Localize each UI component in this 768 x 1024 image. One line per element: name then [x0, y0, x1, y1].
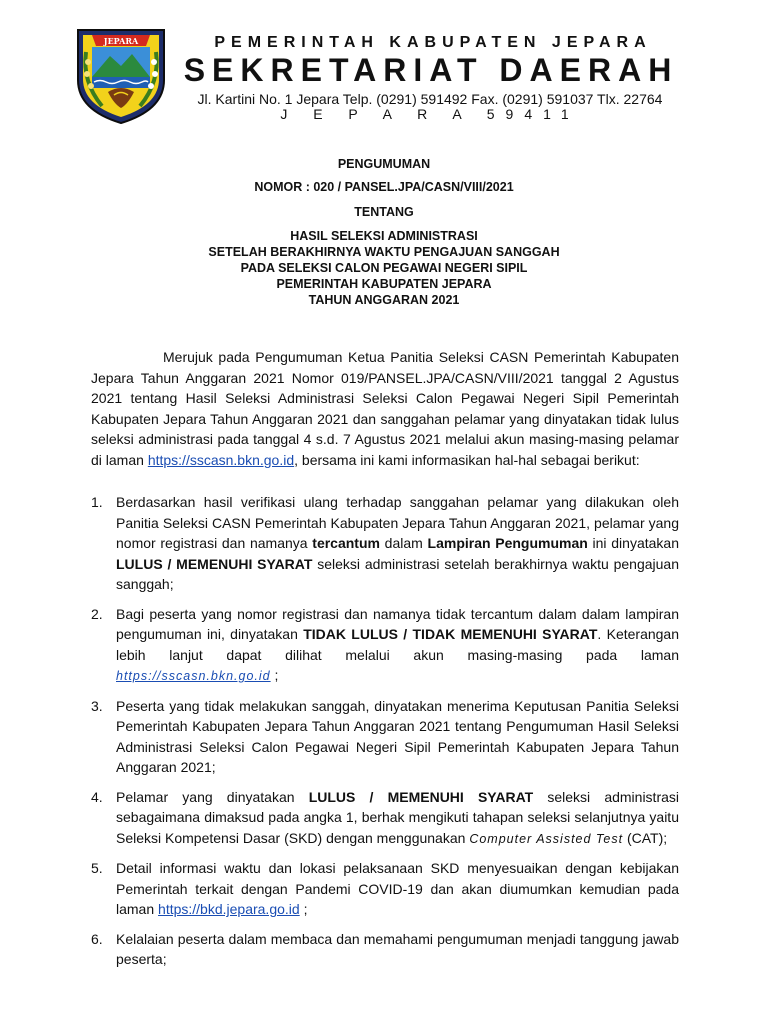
intro-text: Merujuk pada Pengumuman Ketua Panitia Seleksi CASN Pemerintah Kabupaten Jepara Tahun Anggaran 2021 Nomor 019/PANSEL.JPA/CASN/VIII/2021 tanggal 2 Agustus 2021 tentang Hasil Seleksi Administrasi Seleksi Calon Pegawai Negeri Sipil Pemerintah Kabupaten Jepara Tahun Anggaran 2021 dan sanggahan pelamar yang dinyatakan tidak lulus seleksi administrasi pada tanggal 4 s.d. 7 Agustus 2021 melalui akun masing-masing pelamar di laman [91, 349, 679, 468]
item-text: dalam [379, 535, 428, 551]
item-bold-text: Lampiran Pengumuman [427, 535, 588, 551]
item-bold-text: LULUS / MEMENUHI SYARAT [116, 555, 313, 572]
item-text: Peserta yang tidak melakukan sanggah, dinyatakan menerima Keputusan Panitia Seleksi Pemerintah Kabupaten Jepara Tahun Anggaran 2021 tentang Pengumuman Hasil Seleksi Administrasi Seleksi Calon Pegawai Negeri Sipil Pemerintah Kabupaten Jepara Tahun Anggaran 2021; [116, 697, 679, 775]
item-italic-text: Computer Assisted Test [469, 831, 624, 846]
item-number: 3. [91, 697, 103, 714]
item-number: 2. [91, 605, 103, 622]
list-item [91, 492, 679, 595]
item-text: Detail informasi waktu dan lokasi pelaksanaan SKD menyesuaikan dengan kebijakan Pemerintah terkait dengan Pandemi COVID-19 dan akan diumumkan kemudian pada laman [116, 860, 679, 917]
item-text: ini dinyatakan [587, 535, 679, 551]
subject-line: SETELAH BERAKHIRNYA WAKTU PENGAJUAN SANGGAH [208, 245, 560, 259]
jepara-logo [70, 22, 172, 126]
item-bold-text: tercantum [312, 535, 380, 551]
list-item [91, 929, 679, 970]
item-text: Berdasarkan hasil verifikasi ulang terhadap sanggahan pelamar yang dilakukan oleh Panitia Seleksi CASN Pemerintah Kabupaten Jepara Tahun Anggaran 2021, pelamar yang nomor registrasi dan namanya [116, 494, 679, 551]
item-number: 5. [91, 860, 103, 876]
item-bold-text: LULUS / MEMENUHI SYARAT [308, 788, 534, 805]
bkd-jepara-link[interactable]: https://bkd.jepara.go.id [158, 901, 300, 917]
item-text: Bagi peserta yang nomor registrasi dan namanya tidak tercantum dalam dalam lampiran pengumuman ini, dinyatakan [116, 605, 679, 642]
office-city: J E P A R A 59411 [280, 106, 580, 122]
item-number: 6. [91, 930, 103, 947]
item-text: ; [299, 901, 308, 917]
subject-line: TAHUN ANGGARAN 2021 [308, 293, 460, 307]
subject-line: PADA SELEKSI CALON PEGAWAI NEGERI SIPIL [240, 261, 528, 275]
list-item [91, 604, 679, 687]
list-item [91, 858, 679, 920]
office-name: SEKRETARIAT DAERAH [183, 52, 679, 88]
announcement-title: PENGUMUMAN [337, 157, 431, 171]
item-number: 4. [91, 788, 103, 805]
list-item [91, 787, 679, 850]
item-text: seleksi administrasi setelah berakhirnya waktu pengajuan sanggah; [116, 555, 679, 592]
item-text: Pelamar yang dinyatakan [116, 788, 309, 805]
item-text: . Keterangan lebih lanjut dapat dilihat melalui akun masing-masing pada laman [116, 626, 679, 663]
sscasn-link[interactable]: https://sscasn.bkn.go.id [147, 451, 295, 468]
item-number: 1. [91, 494, 103, 510]
subject-line: PEMERINTAH KABUPATEN JEPARA [276, 277, 492, 291]
item-text: seleksi administrasi sebagaimana dimaksud pada angka 1, berhak mengikuti tahapan seleksi selanjutnya yaitu Seleksi Kompetensi Dasar (SKD) dengan menggunakan [116, 788, 680, 846]
item-text: ; [270, 667, 279, 683]
list-item [91, 696, 679, 778]
government-name: PEMERINTAH KABUPATEN JEPARA [214, 34, 652, 51]
intro-paragraph [91, 347, 679, 470]
subject-line: HASIL SELEKSI ADMINISTRASI [290, 229, 478, 243]
announcement-about: TENTANG [354, 205, 414, 219]
office-address: Jl. Kartini No. 1 Jepara Telp. (0291) 591492 Fax. (0291) 591037 Tlx. 22764 [197, 91, 663, 107]
item-bold-text: TIDAK LULUS / TIDAK MEMENUHI SYARAT [303, 626, 598, 642]
intro-tail: , bersama ini kami informasikan hal-hal sebagai berikut: [294, 451, 640, 468]
item-text: Kelalaian peserta dalam membaca dan memahami pengumuman menjadi tanggung jawab peserta; [116, 930, 679, 967]
logo-banner-text: JEPARA [103, 36, 139, 46]
announcement-number: NOMOR : 020 / PANSEL.JPA/CASN/VIII/2021 [254, 180, 514, 194]
announcement-points [91, 492, 679, 979]
item-text: (CAT); [623, 829, 668, 846]
sscasn-link[interactable]: https://sscasn.bkn.go.id [116, 669, 271, 683]
